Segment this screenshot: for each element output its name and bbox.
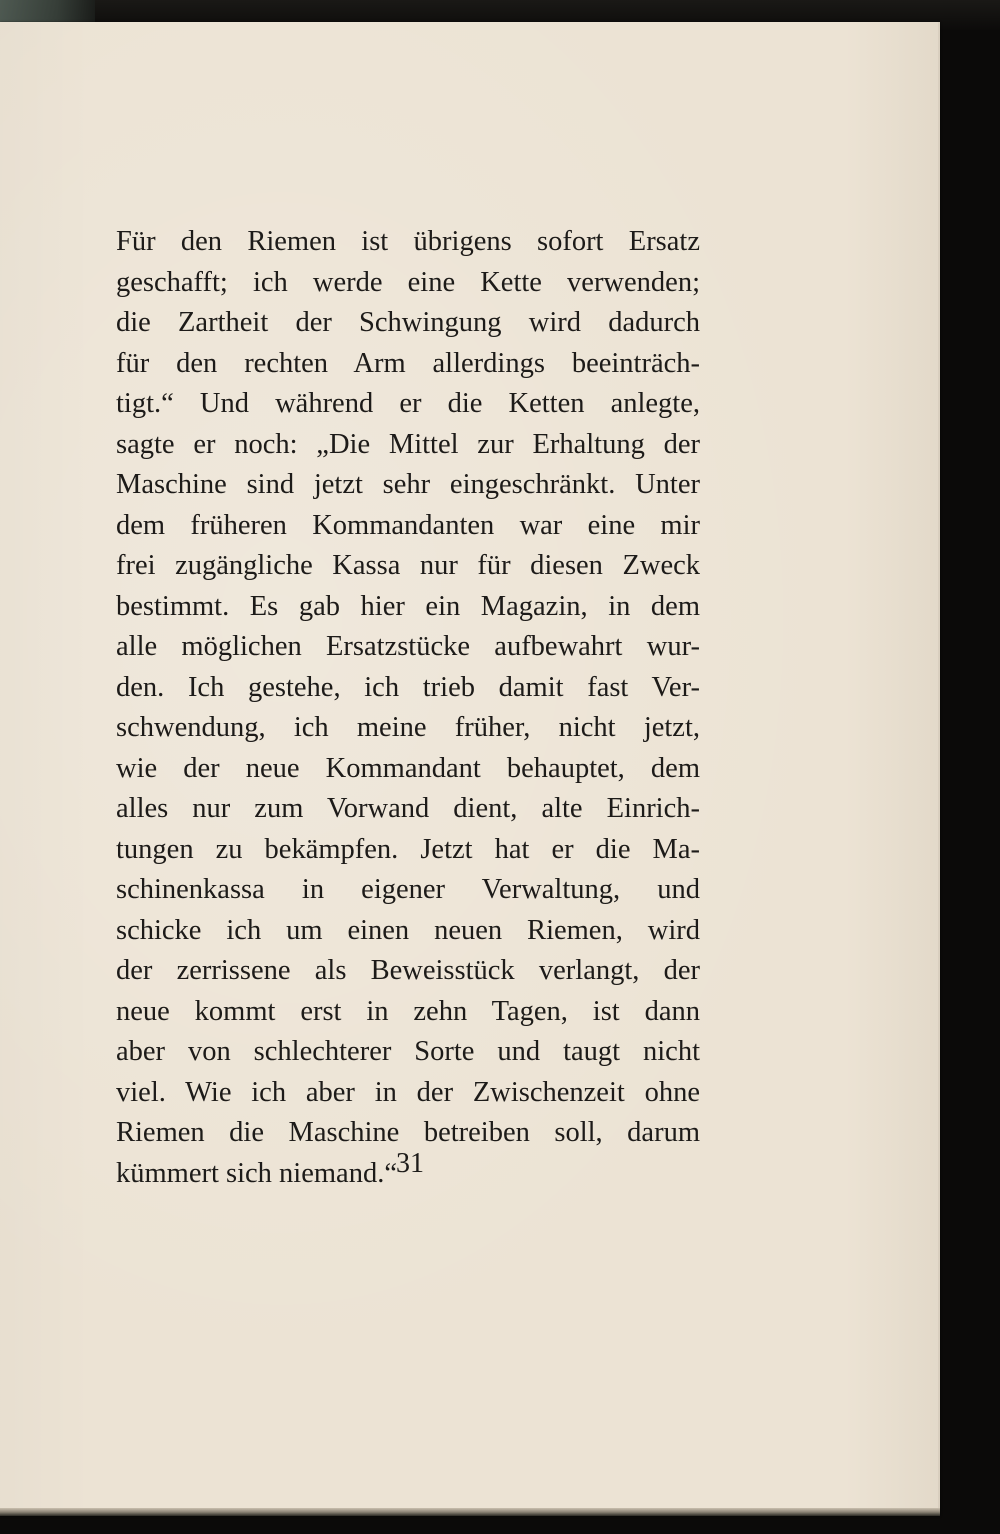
text-line-19: der zerrissene als Beweisstück verlangt, der: [116, 955, 700, 986]
text-line-22: viel. Wie ich aber in der Zwischenzeit ohne: [116, 1076, 700, 1108]
text-line-16: tungen zu bekämpfen. Jetzt hat er die Ma-: [116, 833, 700, 865]
text-line-2: geschafft; ich werde eine Kette verwenden;: [116, 266, 700, 298]
page-number: 31: [396, 1148, 424, 1179]
text-line-4: für den rechten Arm allerdings beeinträch-: [116, 347, 700, 379]
text-line-11: alle möglichen Ersatzstücke aufbewahrt wur-: [116, 631, 700, 662]
text-line-21: aber von schlechterer Sorte und taugt nicht: [116, 1036, 700, 1067]
text-line-24: kümmert sich niemand.“: [116, 1157, 397, 1189]
text-line-13: schwendung, ich meine früher, nicht jetzt,: [116, 712, 700, 743]
text-line-12: den. Ich gestehe, ich trieb damit fast Ver-: [116, 671, 700, 703]
body-text: [116, 222, 700, 1194]
text-line-3: die Zartheit der Schwingung wird dadurch: [116, 307, 700, 338]
text-line-10: bestimmt. Es gab hier ein Magazin, in dem: [116, 590, 700, 622]
text-line-8: dem früheren Kommandanten war eine mir: [116, 509, 700, 541]
text-line-20: neue kommt erst in zehn Tagen, ist dann: [116, 995, 700, 1027]
text-line-23: Riemen die Maschine betreiben soll, darum: [116, 1117, 700, 1148]
text-line-5: tigt.“ Und während er die Ketten anlegte,: [116, 388, 700, 419]
text-line-9: frei zugängliche Kassa nur für diesen Zweck: [116, 550, 700, 581]
text-line-7: Maschine sind jetzt sehr eingeschränkt. Unter: [116, 469, 700, 500]
adjacent-page-edge: [0, 0, 95, 22]
page-bottom-edge: [0, 1508, 940, 1516]
text-line-14: wie der neue Kommandant behauptet, dem: [116, 752, 700, 784]
text-line-17: schinenkassa in eigener Verwaltung, und: [116, 874, 700, 905]
text-line-15: alles nur zum Vorwand dient, alte Einrich-: [116, 793, 700, 824]
text-line-6: sagte er noch: „Die Mittel zur Erhaltung der: [116, 428, 700, 460]
text-line-18: schicke ich um einen neuen Riemen, wird: [116, 914, 700, 946]
text-line-1: Für den Riemen ist übrigens sofort Ersatz: [116, 226, 700, 257]
